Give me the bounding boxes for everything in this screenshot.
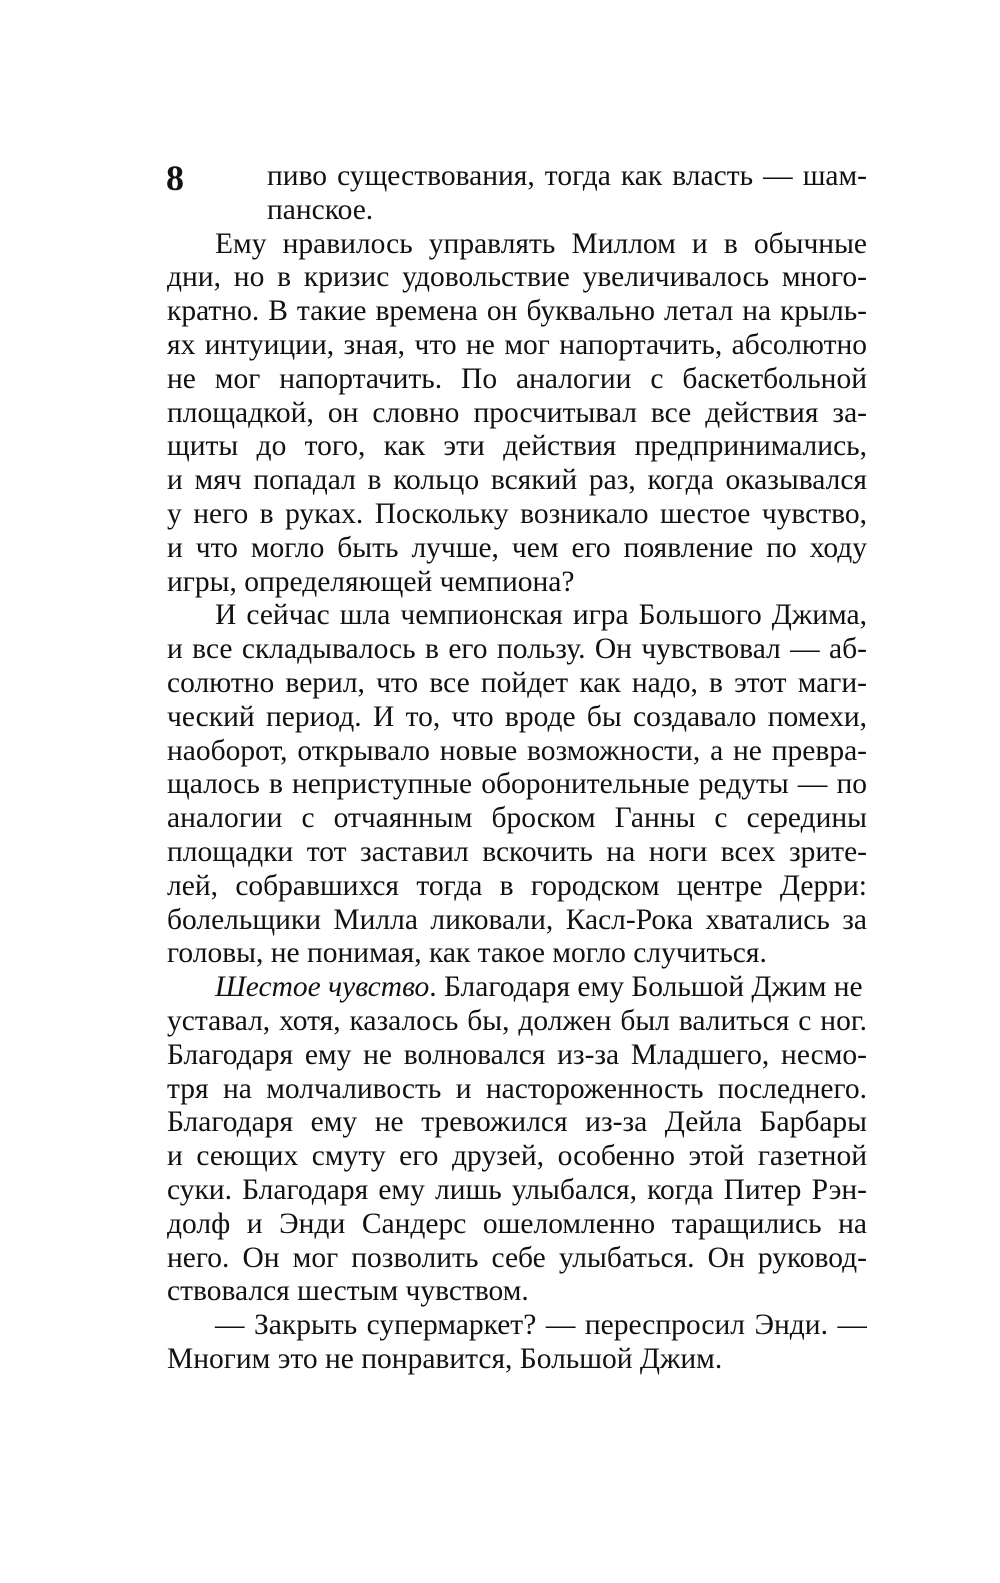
text-line: и все складывалось в его пользу. Он чувствовал — аб- <box>167 633 867 666</box>
text-line: Благодаря ему не волновался из-за Младшего, несмо- <box>167 1038 867 1071</box>
text-line: и сеющих смуту его друзей, особенно этой газетной <box>167 1140 867 1173</box>
italic-phrase: Шестое чувство <box>215 971 430 1004</box>
text-fragment: . Благодаря ему Большой Джим не <box>429 971 863 1004</box>
text-line: уставал, хотя, казалось бы, должен был валиться с ног. <box>167 1004 867 1037</box>
text-line: пиво существования, тогда как власть — шам- <box>267 160 867 192</box>
text-line: дни, но в кризис удовольствие увеличивалось много- <box>167 261 867 294</box>
text-line: и мяч попадал в кольцо всякий раз, когда оказывался <box>167 464 867 497</box>
text-line: щиты до того, как эти действия предпринимались, <box>167 430 867 463</box>
text-line: болельщики Милла ликовали, Касл-Рока хватались за <box>167 903 867 936</box>
text-line: панское. <box>267 193 374 226</box>
text-line <box>167 971 867 1005</box>
body-text <box>167 160 867 1377</box>
text-line: ях интуиции, зная, что не мог напортачить, абсолютно <box>167 328 867 361</box>
text-line: солютно верил, что все пойдет как надо, в этот маги- <box>167 666 867 699</box>
text-line: ческий период. И то, что вроде бы создавало помехи, <box>167 700 867 733</box>
text-line: — Закрыть супермаркет? — переспросил Энди. — <box>215 1309 867 1342</box>
text-line: площадкой, он словно просчитывал все действия за- <box>167 396 867 429</box>
text-line: у него в руках. Поскольку возникало шестое чувство, <box>167 497 867 530</box>
text-line: кратно. В такие времена он буквально летал на крыль- <box>167 295 867 328</box>
text-line: не мог напортачить. По аналогии с баскетбольной <box>167 362 867 395</box>
text-line: и что могло быть лучше, чем его появление по ходу <box>167 531 867 564</box>
text-line: него. Он мог позволить себе улыбаться. Он руковод- <box>167 1241 867 1274</box>
text-line: головы, не понимая, как такое могло случиться. <box>167 937 767 970</box>
text-line: долф и Энди Сандерс ошеломленно таращились на <box>167 1207 867 1240</box>
text-line: И сейчас шла чемпионская игра Большого Джима, <box>215 599 867 632</box>
text-line: ствовался шестым чувством. <box>167 1275 529 1308</box>
text-line: Благодаря ему не тревожился из-за Дейла Барбары <box>167 1106 867 1139</box>
page-number: 8 <box>166 158 184 198</box>
text-line: площадки тот заставил вскочить на ноги всех зрите- <box>167 835 867 868</box>
text-line: Ему нравилось управлять Миллом и в обычные <box>215 227 867 260</box>
text-line: щалось в неприступные оборонительные редуты — по <box>167 768 867 801</box>
text-line: Многим это не понравится, Большой Джим. <box>167 1342 723 1375</box>
text-line: тря на молчаливость и настороженность последнего. <box>167 1072 867 1105</box>
text-line: аналогии с отчаянным броском Ганны с середины <box>167 802 867 835</box>
text-line: наоборот, открывало новые возможности, а не превра- <box>167 734 867 767</box>
text-line: суки. Благодаря ему лишь улыбался, когда Питер Рэн- <box>167 1173 867 1206</box>
text-line: игры, определяющей чемпиона? <box>167 565 575 598</box>
text-line: лей, собравшихся тогда в городском центре Дерри: <box>167 869 867 902</box>
